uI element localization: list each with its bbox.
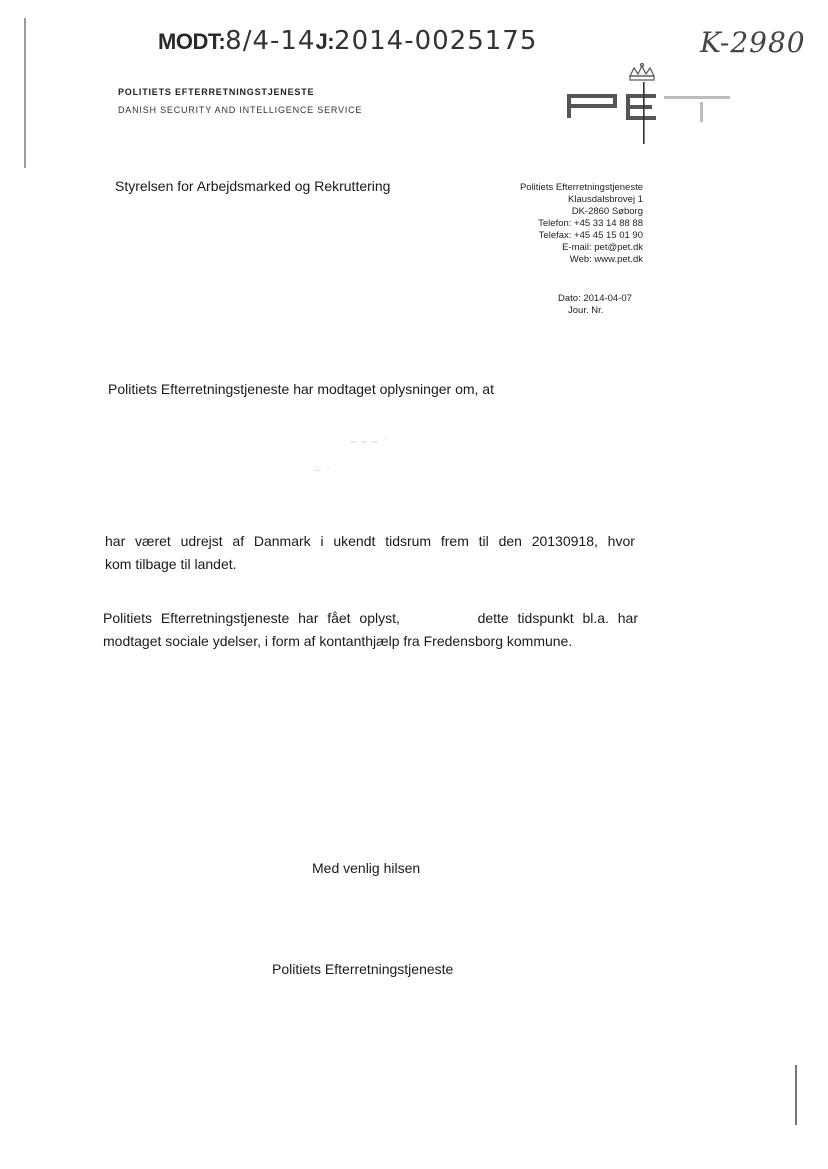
paragraph-line: modtaget sociale ydelser, i form af kontanthjælp fra Fredensborg kommune. [103,633,573,649]
logo-letter-p [567,94,617,118]
crown-icon [630,64,654,81]
sender-street: Klausdalsbrovej 1 [568,194,643,205]
signature-org: Politiets Efterretningstjeneste [272,961,454,977]
scan-edge-mark [24,18,26,168]
word: Efterretningstjeneste [160,610,290,626]
word: oplyst, [359,610,400,626]
received-stamp [158,26,537,56]
stamp-journal-label: J: [315,29,335,54]
word: Danmark [253,533,311,549]
letterhead-org-name: POLITIETS EFTERRETNINGSTJENESTE [118,87,315,97]
stamp-journal-number: 2014-0025175 [334,26,538,56]
word: fået [327,610,351,626]
logo-divider-line [643,82,645,144]
pet-logo [562,62,734,147]
word: af [232,533,245,549]
closing-greeting: Med venlig hilsen [312,860,421,876]
word: 20130918, [531,533,598,549]
word: har [105,533,126,549]
recipient-address: Styrelsen for Arbejdsmarked og Rekruttering [115,178,391,194]
stamp-handwritten-date: 8/4-14 [225,26,316,56]
word: udrejst [180,533,223,549]
word: i [320,533,324,549]
sender-address-block [520,182,643,266]
logo-letter-e [626,94,656,120]
word: Politiets [103,610,153,626]
sender-city: DK-2860 Søborg [571,206,643,217]
logo-letter-t [664,96,730,122]
handwritten-case-number: K-2980 [700,26,806,59]
word: har [298,610,319,626]
word: dette [477,610,509,626]
stamp-label: MODT: [158,29,226,54]
sender-fax: Telefax: +45 45 15 01 90 [538,230,643,241]
paragraph-line: kom tilbage til landet. [105,556,237,572]
redaction-remnant: ‥ · [314,463,332,473]
letterhead-org-name-english: DANISH SECURITY AND INTELLIGENCE SERVICE [118,105,363,115]
word: været [135,533,171,549]
paragraph-line [103,607,638,630]
redaction-remnant: – – – ‵ [350,436,389,446]
body-paragraph-intro: Politiets Efterretningstjeneste har modtaget oplysninger om, at [108,381,494,397]
body-paragraph-travel [105,530,635,576]
word: hvor [607,533,635,549]
word: til [478,533,489,549]
word: tidspunkt [517,610,574,626]
paragraph-line [105,530,635,553]
letter-date: Dato: 2014-04-07 [558,293,632,304]
journal-number-label: Jour. Nr. [568,305,604,316]
date-block [558,293,632,317]
word: ukendt [333,533,376,549]
word: den [498,533,522,549]
sender-phone: Telefon: +45 33 14 88 88 [538,218,643,229]
sender-name: Politiets Efterretningstjeneste [519,182,643,193]
sender-email: E-mail: pet@pet.dk [562,242,643,253]
body-paragraph-benefits [103,607,638,653]
word: har [617,610,638,626]
scan-edge-mark [795,1065,797,1125]
word: frem [440,533,469,549]
redacted-gap [409,607,469,630]
word: tidsrum [385,533,432,549]
word: bl.a. [582,610,609,626]
sender-web: Web: www.pet.dk [569,254,643,265]
